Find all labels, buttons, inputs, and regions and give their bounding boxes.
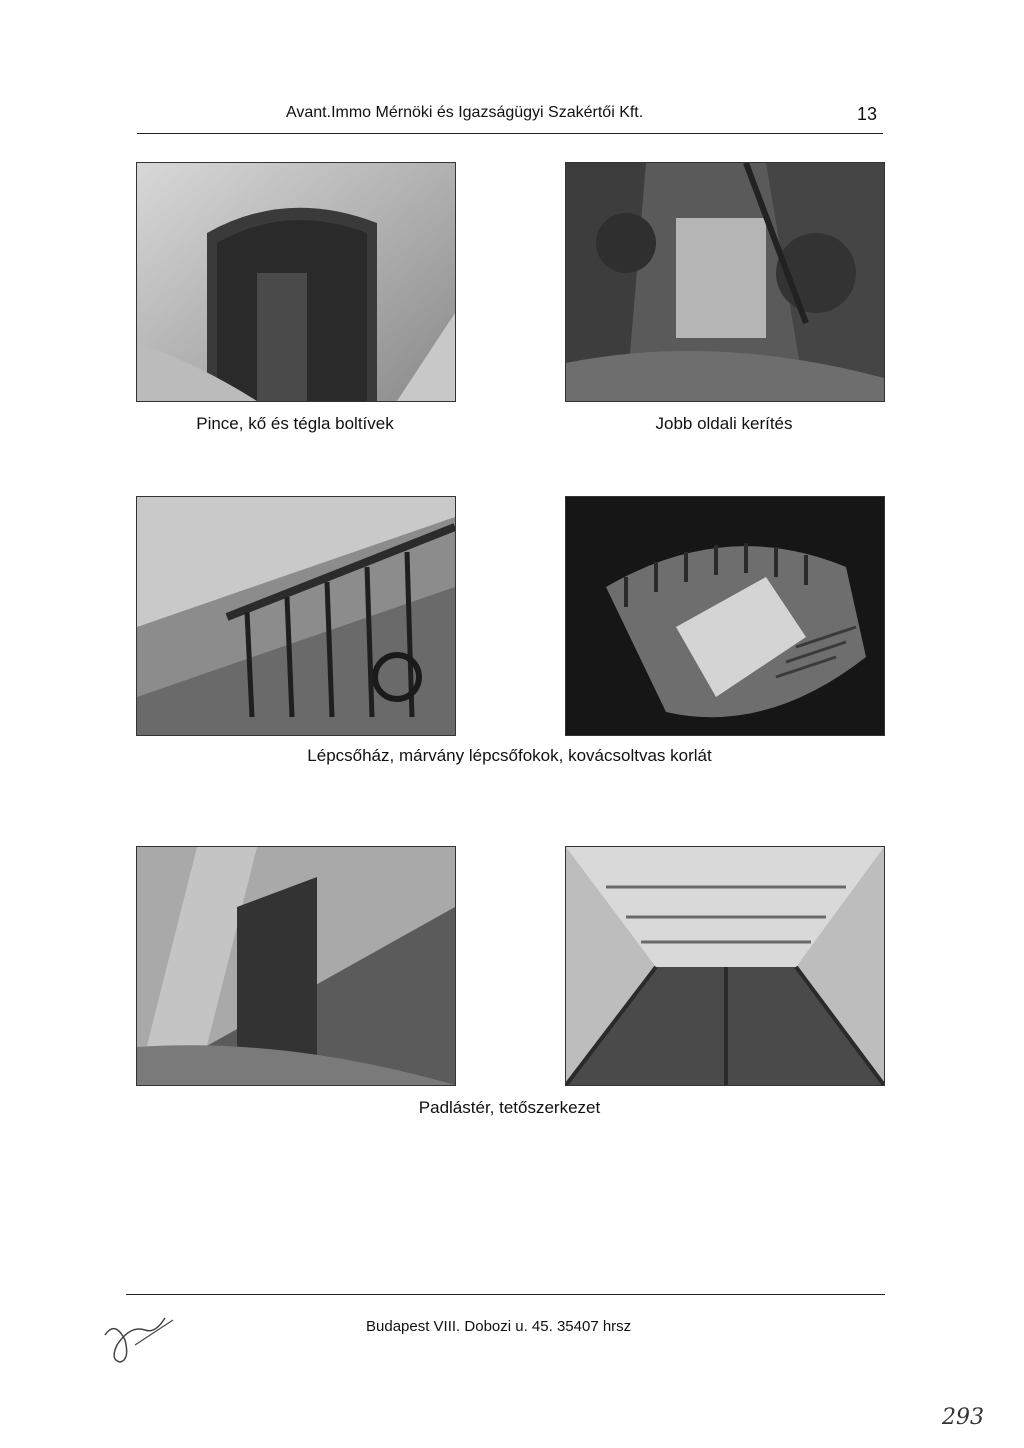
caption-stairwell: Lépcsőház, márvány lépcsőfokok, kovácsoltvas korlát [307,746,712,765]
footer-address: Budapest VIII. Dobozi u. 45. 35407 hrsz [366,1318,632,1335]
stair-railing-photo [136,496,456,736]
page-number: 13 [857,104,878,124]
page-header-company: Avant.Immo Mérnöki és Igazságügyi Szakértői Kft. [286,104,644,121]
footer-divider [126,1294,885,1295]
stairwell-top-view-photo [565,496,885,736]
svg-text:293: 293 [942,1405,984,1430]
fence-ivy-photo [565,162,885,402]
caption-cellar: Pince, kő és tégla boltívek [196,414,394,433]
header-divider [137,133,883,134]
handwritten-number [940,1396,1000,1436]
caption-fence: Jobb oldali kerítés [655,414,793,433]
cellar-arch-photo [136,162,456,402]
attic-beams-photo [136,846,456,1086]
roof-structure-photo [565,846,885,1086]
caption-attic: Padlástér, tetőszerkezet [418,1098,601,1117]
signature-icon [95,1300,185,1370]
